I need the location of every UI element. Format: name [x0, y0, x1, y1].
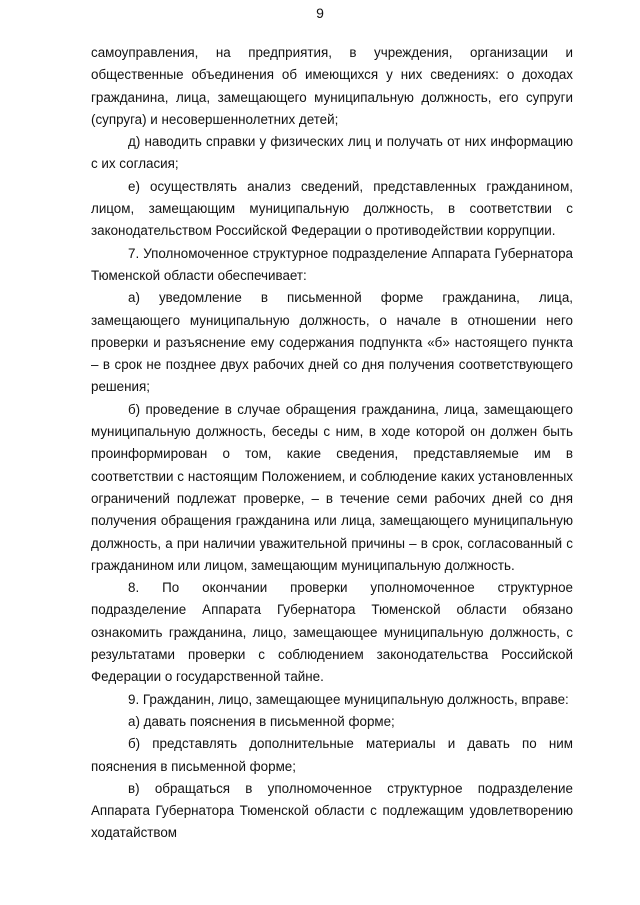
paragraph-clause-9-item-b: б) представлять дополнительные материалы и давать по ним пояснения в письменной форме;	[91, 736, 573, 774]
paragraph-clause-9-item-v: в) обращаться в уполномоченное структурное подразделение Аппарата Губернатора Тюменской области с подлежащим удовлетворению ходатайством	[91, 780, 573, 841]
paragraph-clause-7: 7. Уполномоченное структурное подразделение Аппарата Губернатора Тюменской области обеспечивает:	[91, 245, 573, 283]
paragraph-clause-9: 9. Гражданин, лицо, замещающее муниципальную должность, вправе:	[128, 691, 569, 707]
paragraph-item-e: е) осуществлять анализ сведений, представленных гражданином, лицом, замещающим муниципальную должность, в соответствии с законодательством Российской Федерации о противодействии коррупции.	[91, 178, 573, 239]
page-number: 9	[316, 5, 324, 21]
document-body	[91, 42, 573, 845]
paragraph-continuation: самоуправления, на предприятия, в учреждения, организации и общественные объединения об имеющихся у них сведениях: о доходах гражданина, лица, замещающего муниципальную должность, его супруги (супруга) и несовершеннолетних детей;	[91, 45, 573, 127]
paragraph-clause-7-item-b: б) проведение в случае обращения гражданина, лица, замещающего муниципальную должность, беседы с ним, в ходе которой он должен быть проинформирован о том, какие сведения, представляемые им в соответствии с настоящим Положением, и соблюдение каких установленных ограничений подлежат проверке, – в течение семи рабочих дней со дня получения обращения гражданина или лица, замещающего муниципальную должность, а при наличии уважительной причины – в срок, согласованный с гражданином или лицом, замещающим муниципальную должность.	[91, 401, 573, 573]
paragraph-item-d: д) наводить справки у физических лиц и получать от них информацию с их согласия;	[91, 134, 573, 172]
paragraph-clause-9-item-a: а) давать пояснения в письменной форме;	[128, 713, 395, 729]
paragraph-clause-7-item-a: а) уведомление в письменной форме гражданина, лица, замещающего муниципальную должность, о начале в отношении него проверки и разъяснение ему содержания подпункта «б» настоящего пункта – в срок не позднее двух рабочих дней со дня получения соответствующего решения;	[91, 290, 573, 395]
paragraph-clause-8: 8. По окончании проверки уполномоченное структурное подразделение Аппарата Губернатора Тюменской области обязано ознакомить гражданина, лицо, замещающее муниципальную должность, с результатами проверки с соблюдением законодательства Российской Федерации о государственной тайне.	[91, 580, 573, 685]
